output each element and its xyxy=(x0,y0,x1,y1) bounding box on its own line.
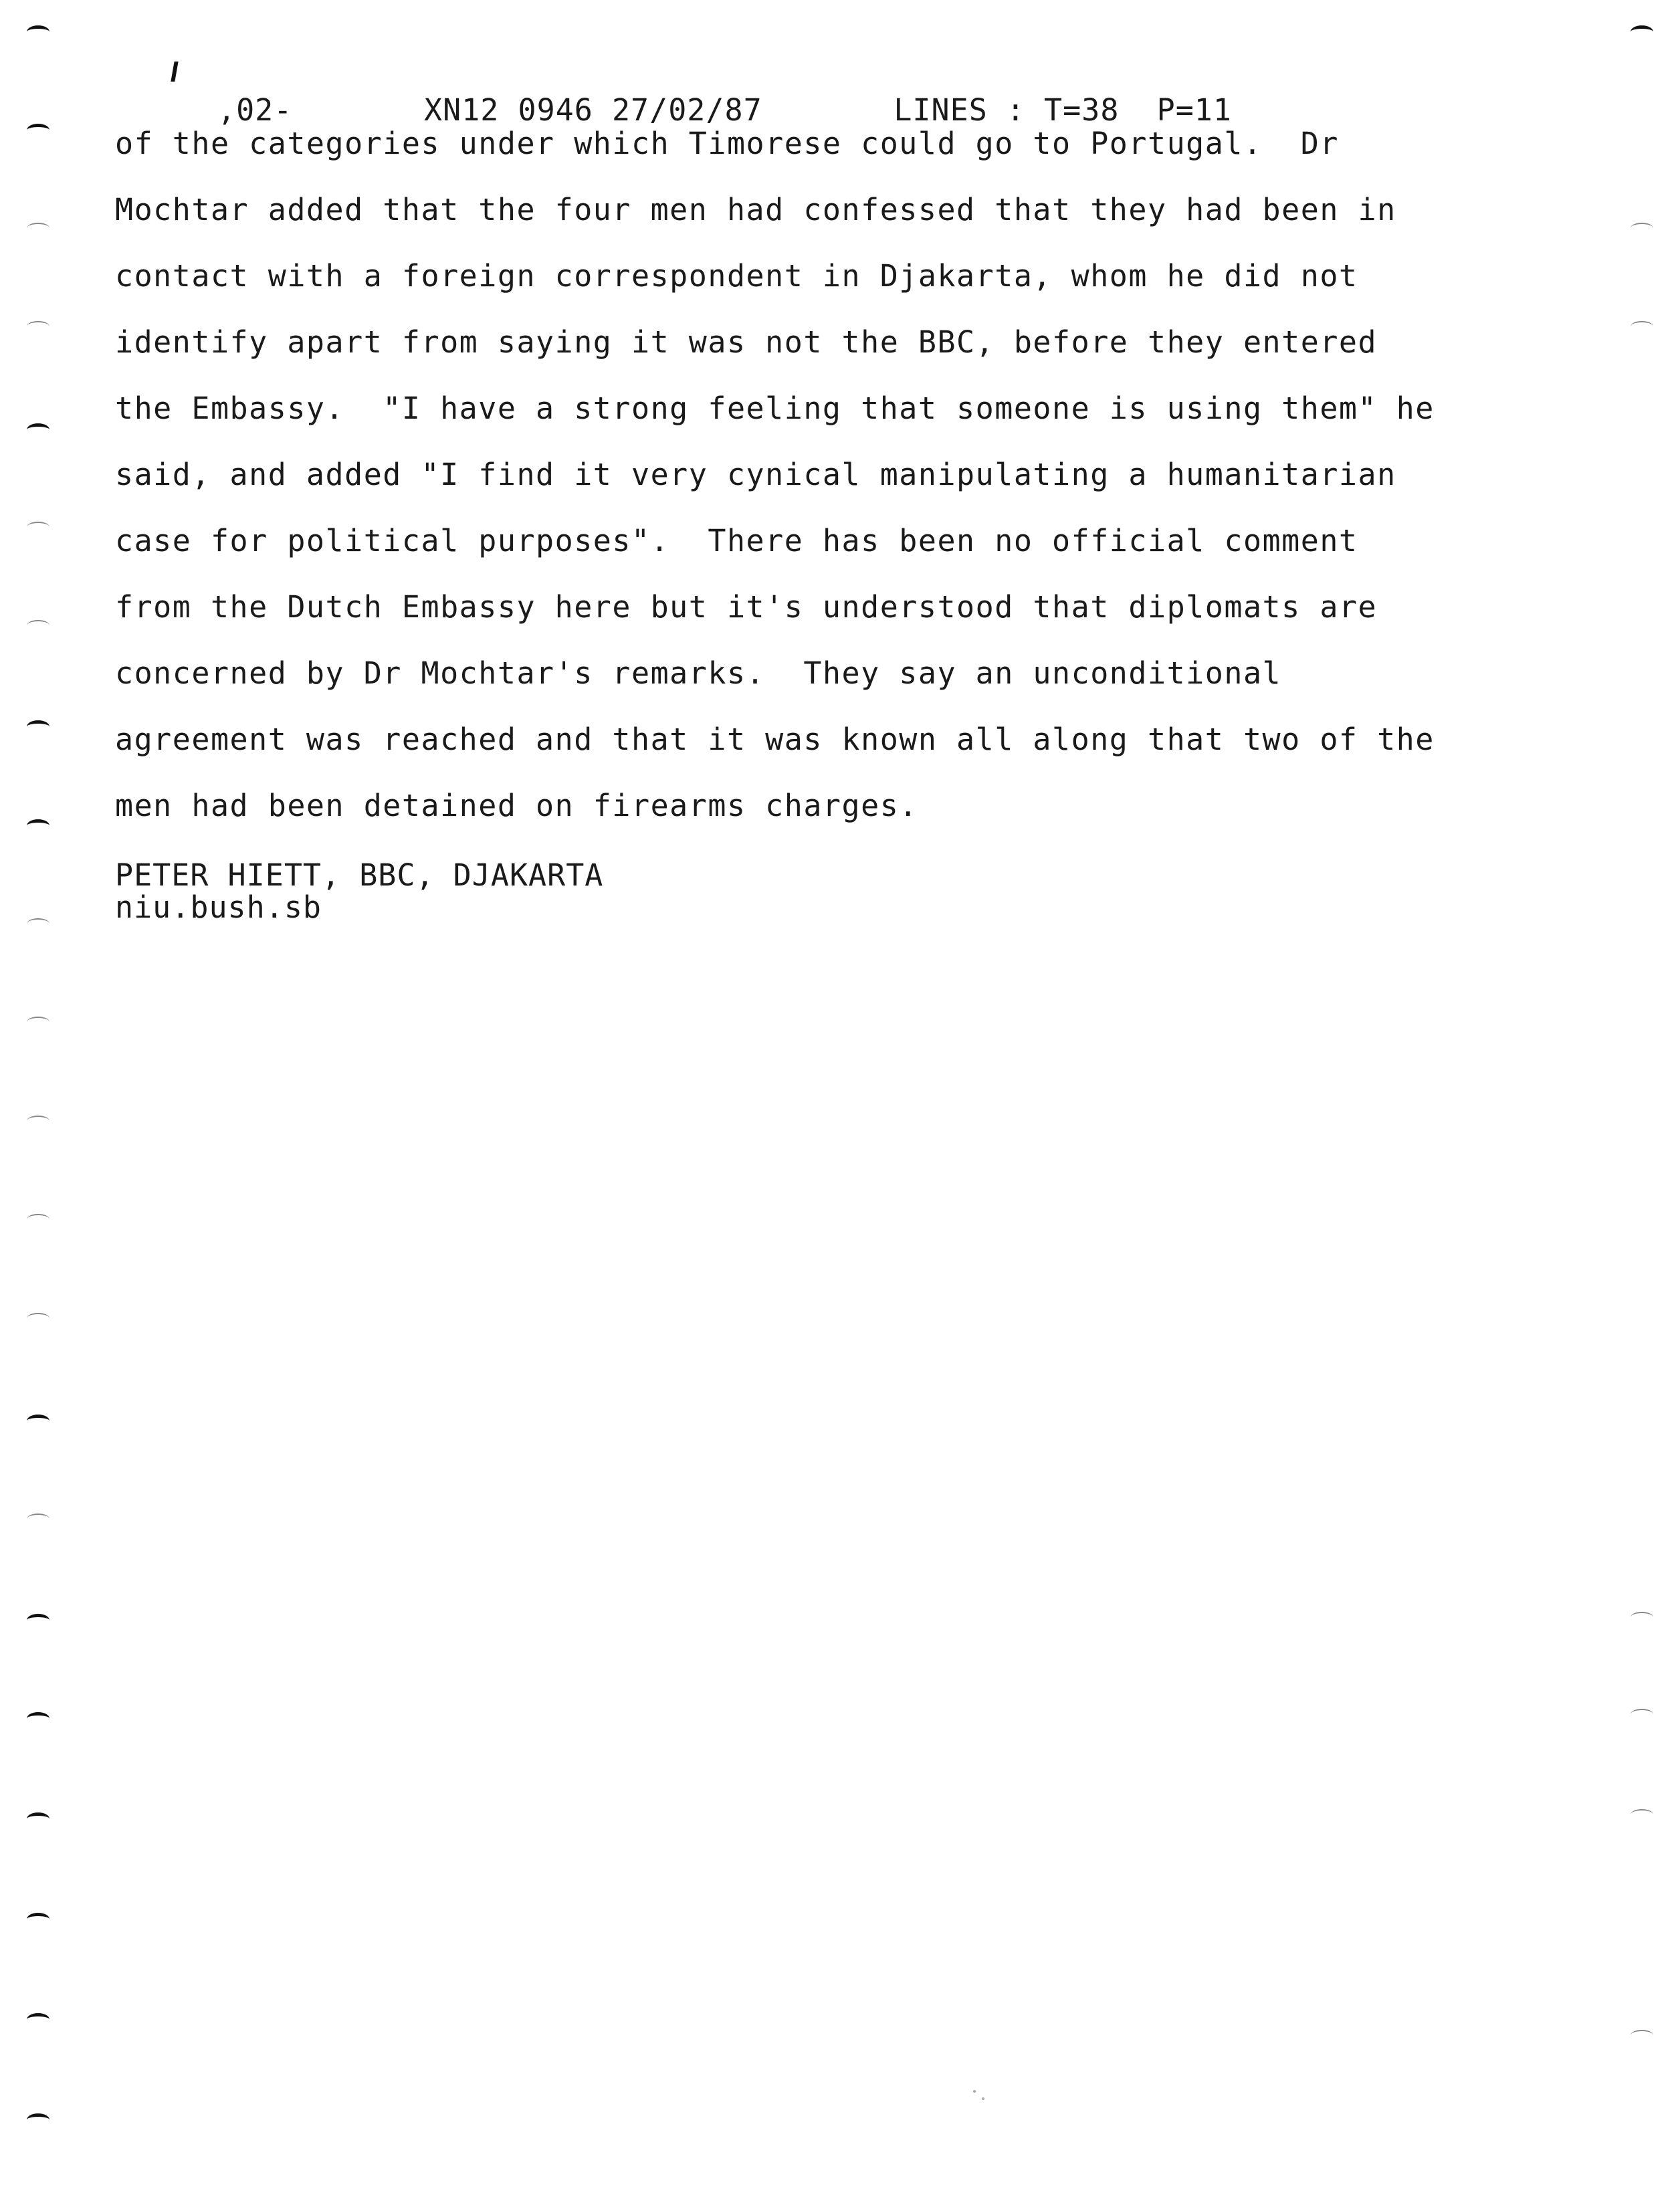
feed-hole-mark xyxy=(27,25,49,38)
paper-speck xyxy=(973,2090,976,2093)
wire-header: ,02- XN12 0946 27/02/87 LINES : T=38 P=11 xyxy=(217,92,1232,128)
feed-hole-mark xyxy=(27,1712,49,1725)
feed-hole-mark xyxy=(27,1214,49,1225)
feed-hole-mark xyxy=(27,522,49,532)
feed-hole-mark xyxy=(27,1812,49,1825)
feed-hole-mark xyxy=(27,423,49,436)
feed-hole-mark xyxy=(27,124,49,136)
feed-hole-mark xyxy=(1631,1809,1653,1820)
feed-hole-mark xyxy=(27,620,49,631)
body-line: Mochtar added that the four men had confessed that they had been in xyxy=(115,192,1396,227)
byline: PETER HIETT, BBC, DJAKARTA xyxy=(115,857,604,893)
feed-hole-mark xyxy=(27,1313,49,1324)
feed-hole-mark xyxy=(27,223,49,233)
feed-hole-mark xyxy=(27,2113,49,2126)
feed-hole-mark xyxy=(1631,223,1653,233)
feed-hole-mark xyxy=(27,1913,49,1925)
body-line: case for political purposes". There has been no official comment xyxy=(115,523,1358,558)
body-line: men had been detained on firearms charges. xyxy=(115,788,918,823)
ink-mark xyxy=(171,62,178,82)
feed-hole-mark xyxy=(27,819,49,832)
feed-hole-mark xyxy=(1631,321,1653,332)
feed-hole-mark xyxy=(27,321,49,332)
body-line: the Embassy. "I have a strong feeling that someone is using them" he xyxy=(115,391,1435,426)
feed-hole-mark xyxy=(1631,25,1653,38)
body-line: of the categories under which Timorese could go to Portugal. Dr xyxy=(115,126,1339,161)
feed-hole-mark xyxy=(27,1116,49,1126)
body-line: identify apart from saying it was not the BBC, before they entered xyxy=(115,324,1378,360)
body-line: contact with a foreign correspondent in Djakarta, whom he did not xyxy=(115,258,1358,294)
feed-hole-mark xyxy=(27,1614,49,1627)
paper-speck xyxy=(982,2097,984,2100)
feed-hole-mark xyxy=(1631,2030,1653,2041)
feed-hole-mark xyxy=(27,2013,49,2026)
body-line: concerned by Dr Mochtar's remarks. They say an unconditional xyxy=(115,655,1282,691)
body-line: agreement was reached and that it was known all along that two of the xyxy=(115,722,1435,757)
feed-hole-mark xyxy=(27,1415,49,1427)
feed-hole-mark xyxy=(27,1514,49,1524)
feed-hole-mark xyxy=(27,1017,49,1027)
feed-hole-mark xyxy=(1631,1709,1653,1720)
slug-line: niu.bush.sb xyxy=(115,890,322,925)
body-line: from the Dutch Embassy here but it's understood that diplomats are xyxy=(115,589,1378,625)
feed-hole-mark xyxy=(27,918,49,929)
feed-hole-mark xyxy=(1631,1612,1653,1623)
feed-hole-mark xyxy=(27,720,49,733)
body-line: said, and added "I find it very cynical manipulating a humanitarian xyxy=(115,457,1396,492)
